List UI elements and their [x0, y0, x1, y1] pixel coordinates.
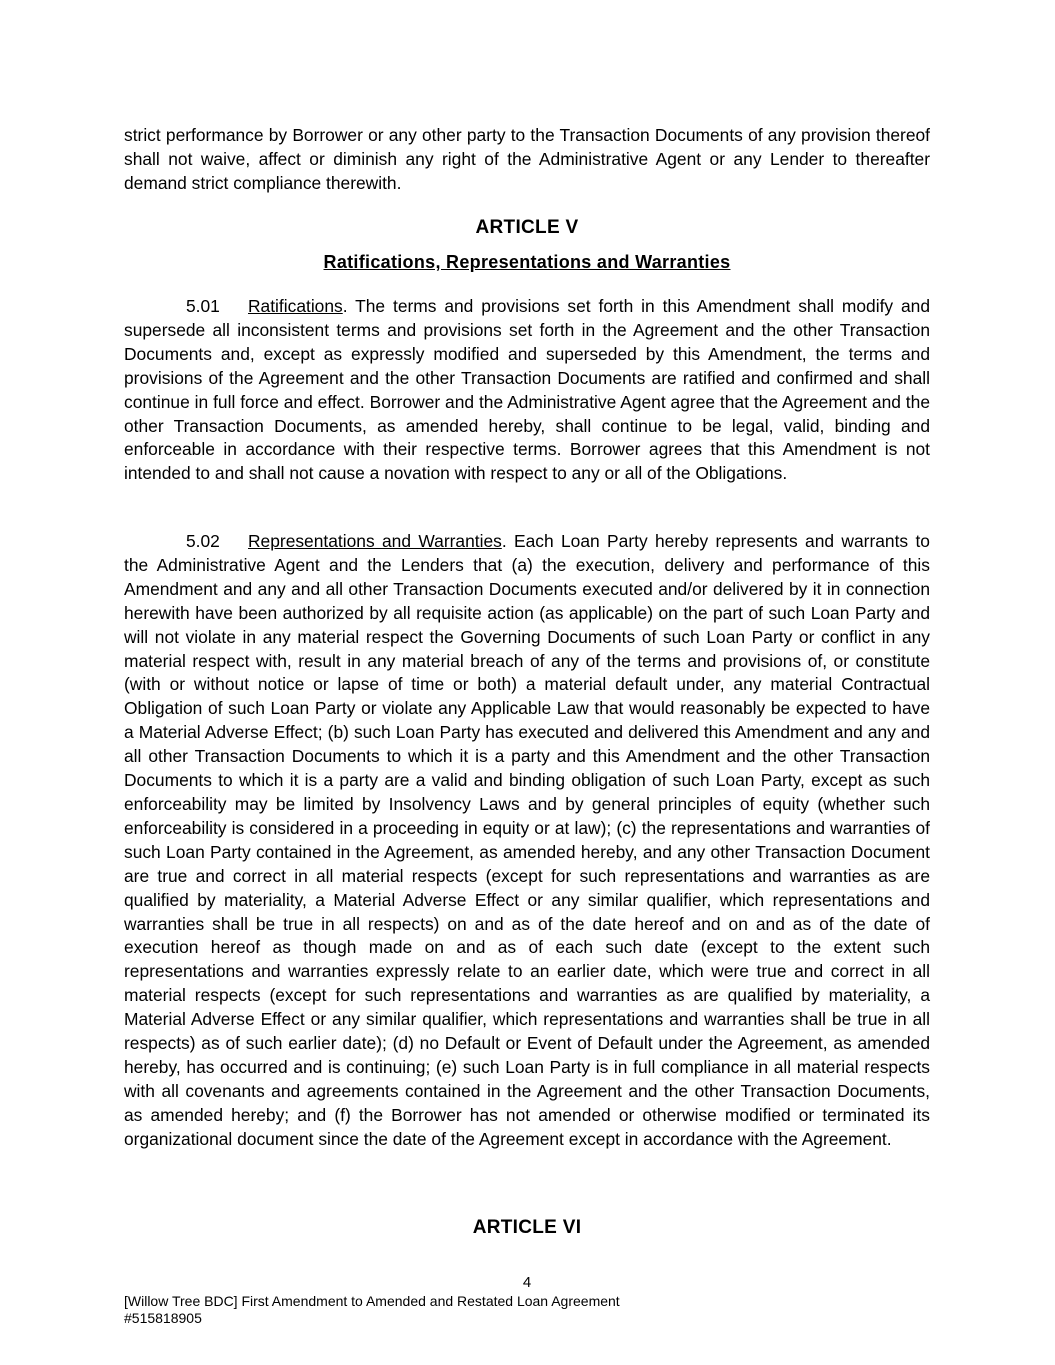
section-5-01-number: 5.01 — [186, 296, 220, 316]
footer-document-id: #515818905 — [124, 1310, 202, 1326]
section-5-01-caption: Ratifications — [248, 296, 343, 316]
section-5-02-body: . Each Loan Party hereby represents and warrants to the Administrative Agent and the Lenders that (a) the execution, delivery and performance of this Amendment and any and all other Transaction Documents executed and/or delivered by it in connection herewith have been authorized by all requisite action (as applicable) on the part of such Loan Party and will not violate in any material respect the Governing Documents of such Loan Party or conflict in any material respect with, result in any material breach of any of the terms and provisions of, or constitute (with or without notice or lapse of time or both) a material default under, any material Contractual Obligation of such Loan Party or violate any Applicable Law that would reasonably be expected to have a Material Adverse Effect; (b) such Loan Party has executed and delivered this Amendment and any and all other Transaction Documents to which it is a party and this Amendment and the other Transaction Documents to which it is a party are a valid and binding obligation of such Loan Party, except as such enforceability may be limited by Insolvency Laws and by general principles of equity (whether such enforceability is considered in a proceeding in equity or at law); (c) the representations and warranties of such Loan Party contained in the Agreement, as amended hereby, and any other Transaction Document are true and correct in all material respects (except for such representations and warranties as are qualified by materiality, a Material Adverse Effect or any similar qualifier, which representations and warranties shall be true in all respects) on and as of the date hereof and on and as of the date of execution hereof as though made on and as of each such date (except to the extent such representations and warranties expressly relate to an earlier date, which were true and correct in all material respects (except for such representations and warranties as are qualified by materiality, a Material Adverse Effect or any similar qualifier, which representations and warranties shall be true in all respects) as of such earlier date); (d) no Default or Event of Default under the Agreement, as amended hereby, has occurred and is continuing; (e) such Loan Party is in full compliance in all material respects with all covenants and agreements contained in the Agreement and the other Transaction Documents, as amended hereby; and (f) the Borrower has not amended or otherwise modified or terminated its organizational document since the date of the Agreement except in accordance with the Agreement. — [124, 531, 930, 1149]
section-5-02-caption: Representations and Warranties — [248, 531, 502, 551]
footer-document-title: [Willow Tree BDC] First Amendment to Amended and Restated Loan Agreement — [124, 1293, 620, 1309]
page-number: 4 — [522, 1274, 532, 1291]
section-5-01-body: . The terms and provisions set forth in this Amendment shall modify and supersede all inconsistent terms and provisions set forth in the Agreement and the other Transaction Documents and, except as expressly modified and superseded by this Amendment, the terms and provisions of the Agreement and the other Transaction Documents are ratified and confirmed and shall continue in full force and effect. Borrower and the Administrative Agent agree that the Agreement and the other Transaction Documents, as amended hereby, shall continue to be legal, valid, binding and enforceable in accordance with their respective terms. Borrower agrees that this Amendment is not intended to and shall not cause a novation with respect to any or all of the Obligations. — [124, 296, 930, 484]
article-vi-heading: ARTICLE VI — [472, 1217, 582, 1238]
footer — [124, 1293, 824, 1327]
section-5-02 — [124, 530, 930, 1152]
article-v-heading: ARTICLE V — [475, 217, 579, 238]
section-5-01 — [124, 295, 930, 486]
lead-paragraph: strict performance by Borrower or any other party to the Transaction Documents of any provision thereof shall not waive, affect or diminish any right of the Administrative Agent or any Lender to thereafter demand strict compliance therewith. — [124, 125, 930, 193]
section-5-02-number: 5.02 — [186, 531, 220, 551]
article-v-title-text: Ratifications, Representations and Warranties — [323, 252, 731, 272]
article-v-title — [124, 250, 930, 274]
